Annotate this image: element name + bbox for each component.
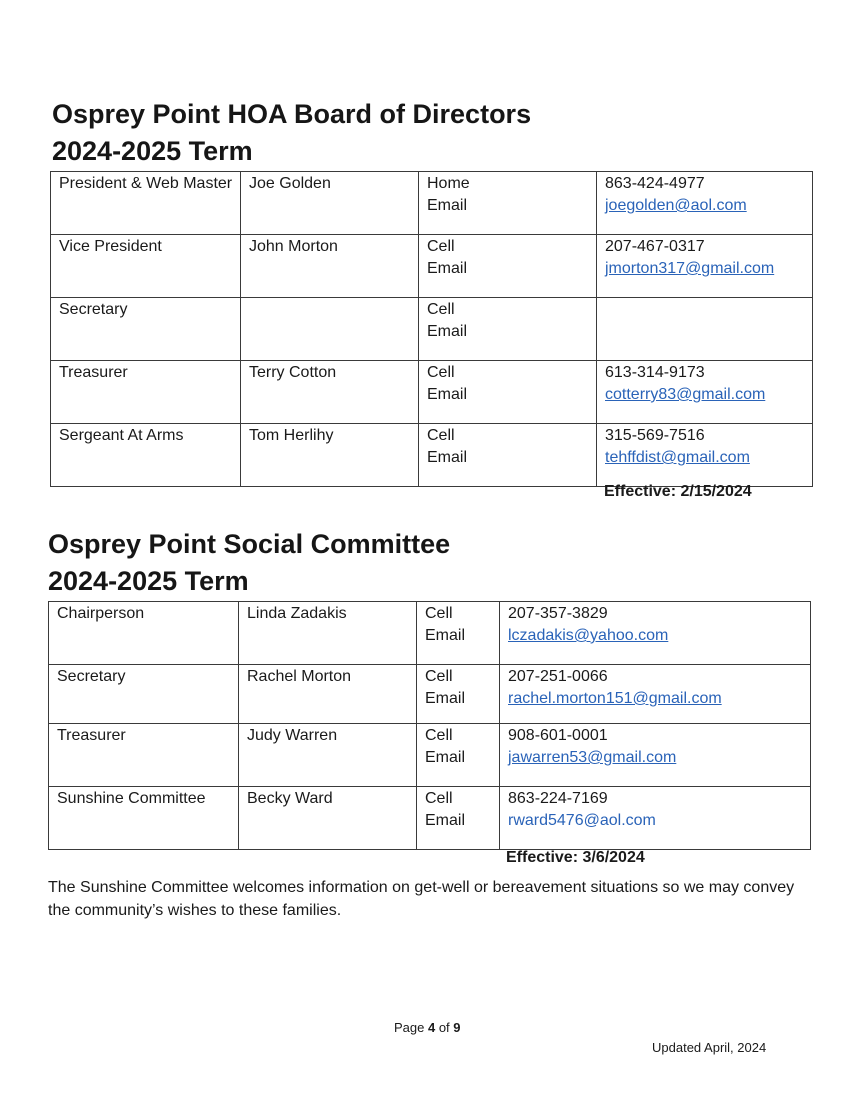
contact-value-cell — [500, 724, 811, 787]
page-total: 9 — [453, 1020, 461, 1035]
contact-type-2: Email — [425, 627, 466, 644]
contact-type-2: Email — [427, 197, 468, 214]
name-cell: John Morton — [241, 235, 419, 298]
contact-type-1: Cell — [427, 301, 455, 318]
contact-type-cell — [417, 724, 500, 787]
table-row — [51, 298, 813, 361]
role-cell: Secretary — [49, 665, 239, 724]
email-link[interactable]: joegolden@aol.com — [605, 197, 747, 214]
table-row — [51, 172, 813, 235]
name-cell: Judy Warren — [239, 724, 417, 787]
table-row — [49, 724, 811, 787]
contact-value-cell — [500, 665, 811, 724]
contact-type-cell — [417, 602, 500, 665]
social-term — [48, 563, 249, 600]
contact-type-cell — [419, 172, 597, 235]
contact-type-1: Cell — [425, 668, 453, 685]
phone-number: 207-467-0317 — [605, 238, 705, 255]
role-cell: Vice President — [51, 235, 241, 298]
contact-type-1: Cell — [425, 605, 453, 622]
role-cell: Treasurer — [51, 361, 241, 424]
contact-type-2: Email — [427, 386, 468, 403]
contact-value-cell — [500, 602, 811, 665]
social-title-line2: 2024-2025 Term — [48, 566, 249, 596]
email-link[interactable]: jawarren53@gmail.com — [508, 749, 677, 766]
table-row — [51, 235, 813, 298]
table-row — [49, 787, 811, 850]
name-cell: Tom Herlihy — [241, 424, 419, 487]
contact-value-cell — [597, 172, 813, 235]
contact-value-cell — [597, 298, 813, 361]
table-row — [49, 602, 811, 665]
phone-number: 863-424-4977 — [605, 175, 705, 192]
social-title — [48, 526, 450, 563]
phone-number: 207-251-0066 — [508, 668, 608, 685]
contact-value-cell — [500, 787, 811, 850]
contact-type-1: Cell — [425, 727, 453, 744]
role-cell: President & Web Master — [51, 172, 241, 235]
email-link[interactable]: rward5476@aol.com — [508, 812, 656, 829]
contact-type-2: Email — [427, 260, 468, 277]
name-cell: Joe Golden — [241, 172, 419, 235]
email-link[interactable]: jmorton317@gmail.com — [605, 260, 775, 277]
phone-number: 908-601-0001 — [508, 727, 608, 744]
page-number — [394, 1020, 461, 1035]
name-cell: Terry Cotton — [241, 361, 419, 424]
role-cell: Treasurer — [49, 724, 239, 787]
name-cell — [241, 298, 419, 361]
name-cell: Becky Ward — [239, 787, 417, 850]
page-of: of — [435, 1020, 454, 1035]
phone-number: 315-569-7516 — [605, 427, 705, 444]
table-row — [51, 424, 813, 487]
contact-type-1: Cell — [427, 238, 455, 255]
board-title-line2: 2024-2025 Term — [52, 136, 253, 166]
board-title-line1: Osprey Point HOA Board of Directors — [52, 99, 532, 129]
phone-number: 613-314-9173 — [605, 364, 705, 381]
contact-value-cell — [597, 424, 813, 487]
contact-type-2: Email — [425, 690, 466, 707]
contact-type-cell — [419, 424, 597, 487]
board-term — [52, 133, 253, 170]
page-prefix: Page — [394, 1020, 428, 1035]
social-table — [48, 601, 811, 850]
email-link[interactable]: lczadakis@yahoo.com — [508, 627, 669, 644]
page-current: 4 — [427, 1020, 436, 1035]
contact-type-cell — [417, 665, 500, 724]
name-cell: Rachel Morton — [239, 665, 417, 724]
board-table — [50, 171, 813, 487]
contact-type-cell — [419, 298, 597, 361]
role-cell: Chairperson — [49, 602, 239, 665]
role-cell: Sunshine Committee — [49, 787, 239, 850]
social-effective-date: Effective: 3/6/2024 — [506, 849, 645, 866]
role-cell: Sergeant At Arms — [51, 424, 241, 487]
contact-type-cell — [417, 787, 500, 850]
email-link[interactable]: cotterry83@gmail.com — [605, 386, 766, 403]
contact-type-1: Cell — [425, 790, 453, 807]
board-title — [52, 96, 531, 133]
contact-value-cell — [597, 361, 813, 424]
updated-date: Updated April, 2024 — [652, 1040, 767, 1055]
name-cell: Linda Zadakis — [239, 602, 417, 665]
contact-value-cell — [597, 235, 813, 298]
contact-type-2: Email — [427, 323, 468, 340]
contact-type-2: Email — [425, 812, 466, 829]
contact-type-1: Cell — [427, 427, 455, 444]
contact-type-2: Email — [427, 449, 468, 466]
role-cell: Secretary — [51, 298, 241, 361]
phone-number: 207-357-3829 — [508, 605, 608, 622]
board-effective-date: Effective: 2/15/2024 — [604, 483, 752, 500]
social-title-line1: Osprey Point Social Committee — [48, 529, 451, 559]
table-row — [51, 361, 813, 424]
email-link[interactable]: rachel.morton151@gmail.com — [508, 690, 722, 707]
email-link[interactable]: tehffdist@gmail.com — [605, 449, 750, 466]
contact-type-1: Home — [427, 175, 470, 192]
phone-number: 863-224-7169 — [508, 790, 608, 807]
sunshine-note: The Sunshine Committee welcomes information on get-well or bereavement situations so we may convey the community’s wishes to these families. — [48, 879, 795, 919]
contact-type-cell — [419, 361, 597, 424]
table-row — [49, 665, 811, 724]
contact-type-2: Email — [425, 749, 466, 766]
contact-type-1: Cell — [427, 364, 455, 381]
contact-type-cell — [419, 235, 597, 298]
